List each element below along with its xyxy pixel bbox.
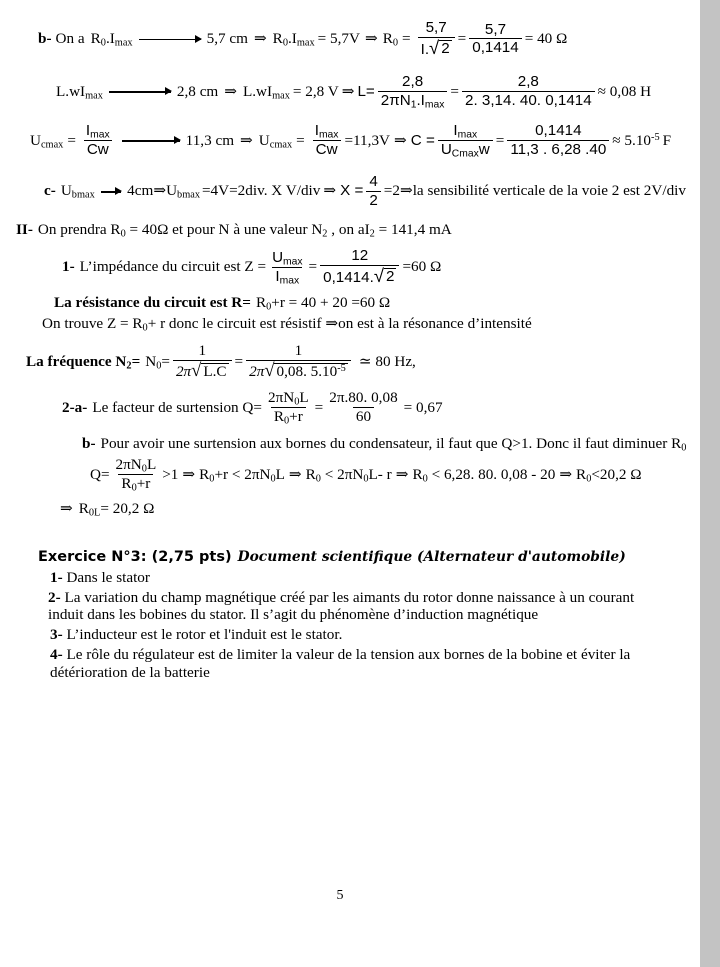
ubmax-value: $U_{bmax} =4V=2div$. X V/div: [166, 182, 321, 202]
item-label-c: c-: [44, 182, 56, 200]
numerator: $U_{max}$: [272, 248, 303, 268]
equals-sign-2: =: [457, 30, 467, 48]
answer-item: [50, 646, 660, 681]
denominator: 11,3 . 6,28 .40: [507, 140, 609, 158]
item-label-2a: 2-a-: [62, 399, 88, 417]
C-label: C =: [410, 131, 435, 149]
numerator: $I_{max}$: [314, 121, 339, 141]
exercice3-answers: [50, 569, 660, 681]
resonance-line: [42, 315, 686, 335]
denominator: Cw: [313, 140, 341, 158]
item-II-2b-text: [82, 435, 687, 455]
implies-icon-4: ⇒: [341, 82, 355, 100]
result-L: ≈ 0,08 H: [597, 82, 652, 100]
answer-item: [48, 589, 660, 624]
surtension-text: Le facteur de surtension Q=: [92, 399, 262, 417]
numerator: 5,7: [425, 19, 447, 36]
equation-b-line1: [38, 20, 686, 58]
equals-sign-5: =: [308, 258, 318, 276]
r0-label: $R_0$: [382, 30, 399, 49]
exercice3-title: Exercice N°3: (2,75 pts): [38, 549, 232, 566]
chain-4: $R_0 < 6,28$. 80. 0,08 - 20: [412, 465, 556, 485]
expr-lwimax-value: $L.wI_{max} = 2,8$ V: [242, 82, 339, 102]
implies-icon-8: ⇒: [323, 182, 337, 200]
numerator: 2,8: [402, 72, 424, 90]
equals-sign-4: =: [495, 131, 505, 149]
answer-text: Dans le stator: [66, 568, 150, 586]
equation-b-line3: [30, 123, 686, 158]
equation-II-2b: [90, 457, 686, 492]
equation-b-line2: [56, 74, 686, 109]
measure-value-1: 5,7 cm: [206, 30, 248, 48]
right-arrow-icon: [139, 31, 201, 46]
answer-item: [50, 569, 660, 586]
fraction-L-2: [462, 74, 595, 109]
equals-sign: =: [296, 131, 305, 149]
fraction-Z-1: [269, 250, 305, 285]
right-arrow-icon: [109, 84, 171, 99]
implies-icon-11: ⇒: [182, 465, 196, 483]
section-II-heading: [16, 221, 686, 238]
result-frequency: ≃ 80 Hz,: [358, 352, 416, 370]
numerator: $I_{max}$: [85, 121, 110, 141]
numerator: 5,7: [484, 20, 507, 38]
fraction-C-2: [507, 123, 609, 158]
denominator: 0,1414: [469, 38, 521, 56]
equation-c-line: [44, 174, 686, 209]
numerator: 1: [294, 341, 303, 359]
denominator: $I_{max}$: [272, 267, 302, 285]
answer-label: 1-: [50, 568, 63, 586]
numerator: 12: [351, 247, 369, 265]
fraction-N0-2: [246, 343, 351, 381]
implies-icon-15: ⇒: [60, 499, 73, 517]
answer-text: La variation du champ magnétique créé par les aimants du rotor donne naissance à un courant induit dans les bobines du stator. Il s’agit du phénomène d’induction magnétique: [48, 588, 635, 624]
fraction-r0-1: [418, 20, 455, 58]
resistance-line: [54, 294, 686, 311]
radical-icon: √ L.C: [191, 359, 227, 381]
X-label: X =: [340, 182, 364, 200]
fraction-r0-2: [469, 22, 521, 57]
L-label: L=: [357, 82, 375, 100]
result-r0: = 40 Ω: [524, 30, 568, 48]
result-Q: = 0,67: [403, 399, 443, 417]
equation-II-1: [62, 248, 686, 286]
numerator: $2\pi N_0L$: [115, 455, 157, 475]
denominator: 2π √ L.C: [173, 360, 232, 381]
result-Z: =60 Ω: [402, 258, 442, 276]
resistance-value: $R_0+r = 40 + 20 =60$ Ω: [255, 294, 391, 313]
radical-icon: √ 2: [373, 265, 395, 287]
denominator: $R_0+r$: [118, 474, 153, 492]
page-number: 5: [336, 888, 344, 903]
denominator: $R_0+r$: [271, 407, 306, 425]
item-label-1: 1-: [62, 258, 75, 276]
expr-lwimax: $L.wI_{max}$: [56, 82, 103, 102]
right-arrow-icon: [101, 184, 121, 199]
implies-icon-3: ⇒: [224, 82, 237, 100]
resistance-label: La résistance du circuit est R=: [54, 294, 251, 311]
X-result: =2: [383, 182, 400, 200]
chain-5: $R_0<20,2$ Ω: [576, 465, 642, 485]
implies-icon-1: ⇒: [253, 30, 267, 48]
radical-icon: √ 2: [429, 36, 450, 58]
implies-icon-14: ⇒: [559, 465, 573, 483]
implies-icon-6: ⇒: [394, 131, 407, 149]
right-arrow-icon: [122, 133, 180, 148]
ucmax-label-2: $U_{cmax}$: [258, 131, 293, 151]
implies-icon-7: ⇒: [153, 182, 167, 200]
resonance-text: On trouve $Z = R_0+ r$ donc le circuit est résistif ⇒on est à la résonance d’intensité: [42, 315, 532, 335]
fraction-X: [366, 174, 380, 209]
fraction-C-1: [438, 123, 493, 158]
numerator: $2\pi N_0L$: [267, 389, 309, 409]
exercice3-subtitle: Document scientifique (Alternateur d'automobile): [237, 548, 626, 565]
section-label-II: II-: [16, 220, 33, 238]
fraction-Z-2: [320, 248, 399, 286]
section-II-text: On prendra $R_0 = 40\Omega$ et pour N à une valeur $N_2$ , on $aI_2 = 141,4$ mA: [37, 220, 452, 240]
exercice3-heading: [38, 549, 686, 566]
N0-label: $N_0=$: [145, 352, 170, 372]
ubmax-label: $U_{bmax}$: [60, 182, 95, 202]
measure-value-2: 2,8 cm: [176, 82, 219, 100]
chain-2: $R_0+r < 2\pi N_0L$: [199, 465, 285, 485]
numerator: 2,8: [517, 72, 539, 90]
ucmax-value: =11,3V: [344, 131, 391, 149]
answer-item: [50, 626, 660, 643]
implies-icon-5: ⇒: [240, 131, 253, 149]
page-right-edge: [700, 0, 720, 967]
equals-sign: =: [67, 131, 76, 149]
equals-sign-6: =: [234, 352, 244, 370]
denominator: I. √ 2: [418, 37, 455, 58]
denominator: 2π √ 0,08. $5.10^{-5}$: [246, 360, 351, 381]
equation-II-2a: [62, 389, 686, 428]
item-label-b: b-: [38, 30, 52, 48]
fraction-N0-1: [173, 343, 232, 381]
fraction-ucmax-1: [83, 123, 113, 158]
denominator: 0,1414. √ 2: [320, 265, 399, 286]
result-C: ≈ $5.10^{-5}$ F: [612, 131, 672, 149]
expr-r0imax-value: $R_0.I_{max} = 5,7V$: [272, 30, 360, 49]
ucmax-label: $U_{cmax}$: [30, 131, 64, 151]
numerator: 1: [198, 341, 207, 359]
answer-label: 4-: [50, 646, 63, 664]
denominator: 2: [366, 191, 380, 209]
Q-label-2: Q=: [90, 465, 110, 483]
equals-sign-7: =: [314, 399, 324, 417]
final-result-line: [60, 500, 686, 517]
numerator: $I_{max}$: [453, 121, 478, 141]
chain-gt1: >1: [162, 465, 179, 483]
numerator: 2π.80. 0,08: [329, 389, 398, 407]
denominator: 2. 3,14. 40. 0,1414: [462, 91, 595, 109]
final-R0L: $R_{0L}= 20,2$ Ω: [78, 499, 155, 519]
item-label-2b: b-: [82, 435, 96, 453]
equals-sign-3: =: [450, 82, 459, 100]
fraction-Q-1: [265, 389, 312, 428]
equals-sign: =: [402, 30, 411, 48]
measure-value-3: 11,3 cm: [185, 131, 235, 149]
chain-3: $R_0 < 2\pi N_0L-$ r: [305, 465, 392, 485]
measure-value-4: 4cm: [127, 182, 154, 200]
implies-icon-12: ⇒: [288, 465, 302, 483]
implies-icon-2: ⇒: [364, 30, 378, 48]
answer-text: L’inducteur est le rotor et l'induit est le stator.: [66, 626, 343, 644]
impedance-text: L’impédance du circuit est Z =: [79, 258, 267, 276]
expr-r0imax: $R_0.I_{max}$: [90, 30, 133, 49]
c-conclusion: la sensibilité verticale de la voie 2 est 2V/div: [412, 182, 686, 200]
implies-icon-10: ⇒: [325, 315, 339, 333]
fraction-L-1: [378, 74, 448, 109]
answer-label: 2-: [48, 588, 61, 606]
intro-text: On a: [55, 30, 85, 48]
answer-label: 3-: [50, 626, 63, 644]
numerator: 4: [369, 172, 378, 190]
numerator: 0,1414: [535, 121, 582, 139]
denominator: $U_{Cmax}w$: [438, 140, 493, 158]
implies-icon-13: ⇒: [395, 465, 409, 483]
fraction-ucmax-2: [312, 123, 342, 158]
answer-text: Le rôle du régulateur est de limiter la valeur de la tension aux bornes de la bobine et éviter la détérioration de la batterie: [50, 646, 631, 681]
denominator: 60: [353, 407, 374, 425]
fraction-Q-3: [113, 457, 160, 492]
surtension-b-text: Pour avoir une surtension aux bornes du condensateur, il faut que Q>1. Donc il faut diminuer $R_0$: [100, 435, 687, 455]
denominator: $2\pi N_1.I_{max}$: [378, 91, 448, 109]
implies-icon-9: ⇒: [399, 182, 413, 200]
radical-icon: √ 0,08. $5.10^{-5}$: [264, 359, 346, 381]
fraction-Q-2: [326, 390, 400, 425]
frequency-label: La fréquence $N_2=$: [26, 352, 141, 372]
denominator: Cw: [84, 140, 112, 158]
equation-frequency: [26, 343, 686, 381]
